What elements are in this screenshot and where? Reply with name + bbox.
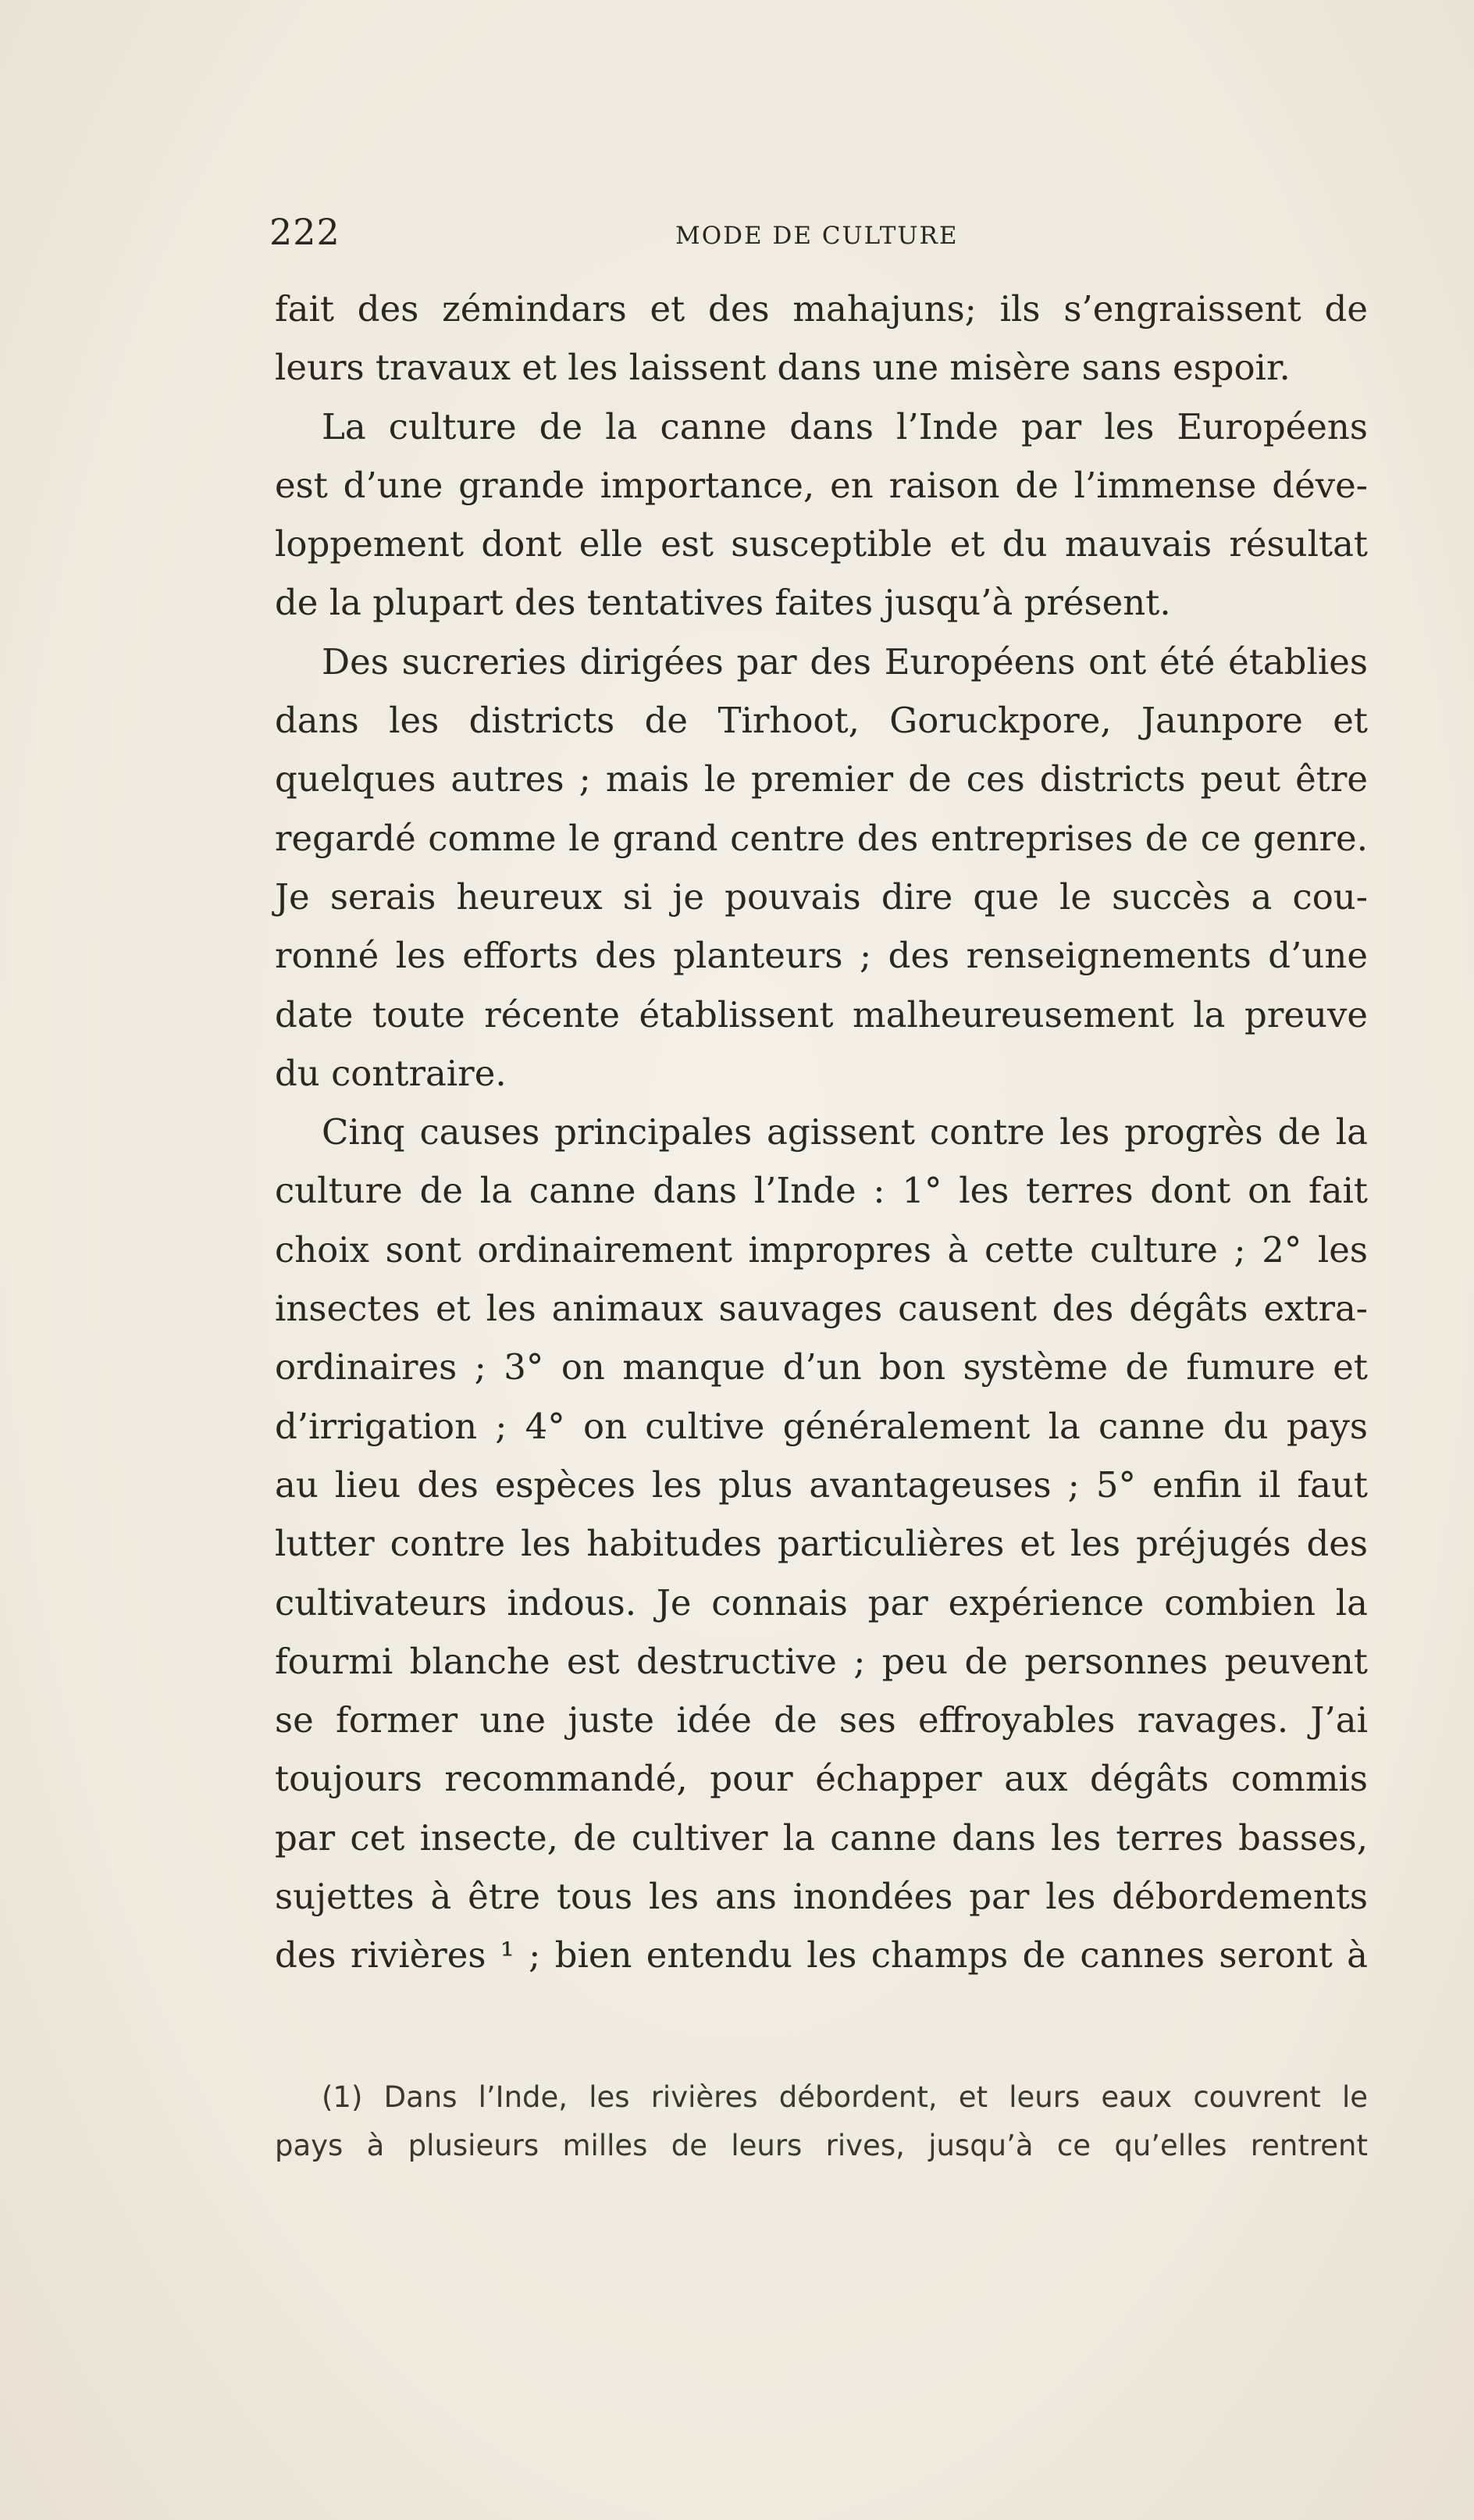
page-number: 222	[269, 211, 340, 253]
text-line: leurs travaux et les laissent dans une misère sans espoir.	[275, 347, 1291, 389]
footnote-line: pays à plusieurs milles de leurs rives, jusqu’à ce qu’elles rentrent	[275, 2129, 1368, 2162]
text-line: d’irrigation ; 4° on cultive généralement la canne du pays	[275, 1405, 1368, 1447]
text-line: toujours recommandé, pour échapper aux dégâts commis	[275, 1758, 1368, 1800]
text-line: dans les districts de Tirhoot, Goruckpore, Jaunpore et	[275, 700, 1368, 742]
text-line: fait des zémindars et des mahajuns; ils s’engraissent de	[275, 288, 1368, 330]
text-line: culture de la canne dans l’Inde : 1° les terres dont on fait	[275, 1170, 1368, 1212]
text-line: de la plupart des tentatives faites jusqu’à présent.	[275, 582, 1171, 624]
text-line: insectes et les animaux sauvages causent des dégâts extra-	[275, 1288, 1368, 1330]
footnotes	[275, 2073, 1368, 2170]
text-line: du contraire.	[275, 1052, 507, 1094]
text-line: quelques autres ; mais le premier de ces districts peut être	[275, 758, 1368, 800]
text-line: ronné les efforts des planteurs ; des renseignements d’une	[275, 935, 1368, 977]
text-line: cultivateurs indous. Je connais par expérience combien la	[275, 1581, 1368, 1624]
footnote-line: (1) Dans l’Inde, les rivières débordent, et leurs eaux couvrent le	[322, 2080, 1368, 2114]
running-head: MODE DE CULTURE	[675, 222, 959, 250]
text-line: Je serais heureux si je pouvais dire que le succès a cou-	[275, 875, 1368, 918]
text-line: ordinaires ; 3° on manque d’un bon système de fumure et	[275, 1346, 1368, 1388]
text-line: des rivières ¹ ; bien entendu les champs de cannes seront à	[275, 1934, 1368, 1976]
text-line: lutter contre les habitudes particulières et les préjugés des	[275, 1523, 1368, 1565]
text-line: fourmi blanche est destructive ; peu de personnes peuvent	[275, 1640, 1368, 1682]
page-header	[269, 211, 1378, 258]
body-text	[275, 280, 1368, 1985]
text-line: date toute récente établissent malheureusement la preuve	[275, 993, 1368, 1035]
text-line: Cinq causes principales agissent contre les progrès de la	[322, 1111, 1368, 1153]
text-line: choix sont ordinairement impropres à cette culture ; 2° les	[275, 1228, 1368, 1271]
text-line: Des sucreries dirigées par des Européens ont été établies	[322, 640, 1368, 683]
text-line: loppement dont elle est susceptible et du mauvais résultat	[275, 523, 1368, 565]
text-line: regardé comme le grand centre des entreprises de ce genre.	[275, 817, 1368, 859]
text-line: par cet insecte, de cultiver la canne dans les terres basses,	[275, 1816, 1368, 1859]
text-line: sujettes à être tous les ans inondées par les débordements	[275, 1876, 1368, 1918]
text-line: La culture de la canne dans l’Inde par les Européens	[322, 405, 1368, 447]
text-line: au lieu des espèces les plus avantageuses ; 5° enfin il faut	[275, 1463, 1368, 1506]
text-line: est d’une grande importance, en raison de l’immense déve-	[275, 464, 1368, 506]
text-line: se former une juste idée de ses effroyables ravages. J’ai	[275, 1699, 1368, 1741]
